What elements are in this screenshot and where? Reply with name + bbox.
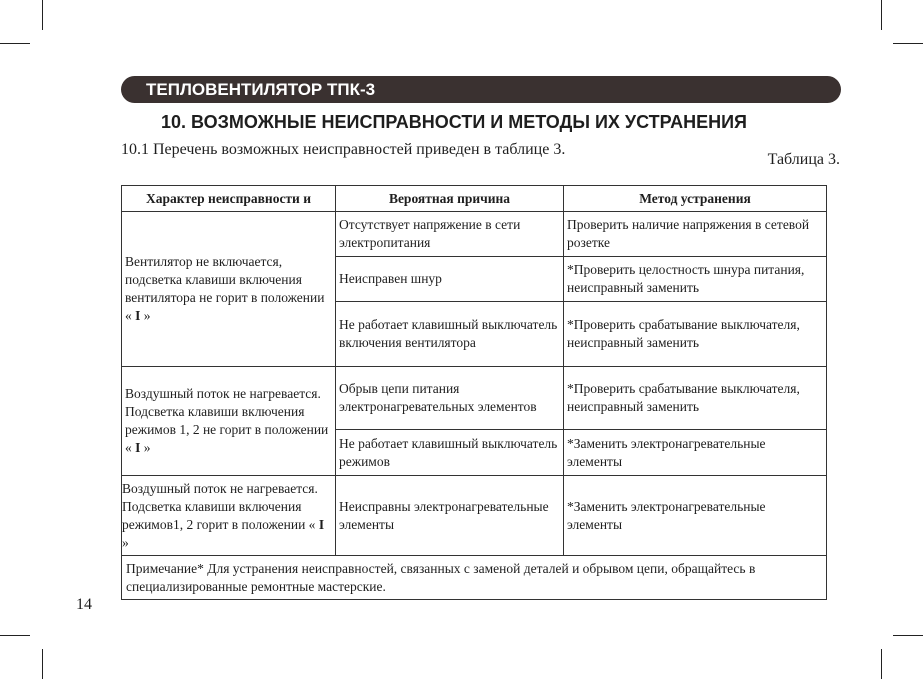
crop-mark <box>42 649 43 679</box>
crop-mark <box>42 0 43 30</box>
crop-mark <box>893 43 923 44</box>
symptom-mark: I <box>135 308 141 323</box>
symptom-end: » <box>122 534 129 550</box>
crop-mark <box>893 635 923 636</box>
page-number: 14 <box>76 596 92 613</box>
cause-cell: Не работает клавишный выключатель режимов <box>336 430 564 476</box>
intro-text: 10.1 Перечень возможных неисправностей приведен в таблице 3. <box>121 141 566 158</box>
symptom-text: Вентилятор не включается, подсветка клавиши включения вентилятора не горит в положении « <box>125 254 325 323</box>
method-cell: *Заменить электронагревательные элементы <box>564 476 827 556</box>
symptom-text: Воздушный поток не нагревается. Подсветка клавиши включения режимов 1, 2 не горит в положении « <box>125 386 329 455</box>
symptom-end: » <box>143 440 151 455</box>
header-banner: ТЕПЛОВЕНТИЛЯТОР ТПК-3 <box>121 76 841 103</box>
symptom-cell <box>122 476 336 556</box>
crop-mark <box>0 43 30 44</box>
table-header-row <box>122 186 827 212</box>
crop-mark <box>881 0 882 30</box>
crop-mark <box>881 649 882 679</box>
symptom-mark: I <box>318 516 325 532</box>
method-cell: *Проверить срабатывание выключателя, неисправный заменить <box>564 367 827 430</box>
table-note: Примечание* Для устранения неисправностей, связанных с заменой деталей и обрывом цепи, обращайтесь в специализированные ремонтные мастерские. <box>122 556 827 600</box>
symptom-text: Воздушный поток не нагревается. Подсветка клавиши включения режимов1, 2 горит в положении « <box>122 480 318 532</box>
table-row <box>122 367 827 430</box>
method-cell: *Проверить срабатываниe выключателя, неисправный заменить <box>564 302 827 367</box>
cause-cell: Неисправны электронагревательные элементы <box>336 476 564 556</box>
cause-cell: Обрыв цепи питания электронагревательных элементов <box>336 367 564 430</box>
symptom-cell <box>122 367 336 476</box>
cause-cell: Неисправен шнур <box>336 257 564 302</box>
table-note-row <box>122 556 827 600</box>
symptom-cell <box>122 212 336 367</box>
cause-cell: Отсутствует напряжение в сети электропитания <box>336 212 564 257</box>
table-label: Таблица 3. <box>767 151 840 168</box>
crop-mark <box>0 635 30 636</box>
symptom-mark: I <box>135 440 141 455</box>
method-cell: *Заменить электронагревательные элементы <box>564 430 827 476</box>
table-row <box>122 476 827 556</box>
column-header: Характер неисправности и <box>122 186 336 212</box>
table-row <box>122 212 827 257</box>
cause-cell: Не работает клавишный выключатель включения вентилятора <box>336 302 564 367</box>
column-header: Вероятная причина <box>336 186 564 212</box>
troubleshooting-table <box>121 185 827 600</box>
method-cell: *Проверить целостность шнура питания, неисправный заменить <box>564 257 827 302</box>
column-header: Метод устранения <box>564 186 827 212</box>
section-title: 10. ВОЗМОЖНЫЕ НЕИСПРАВНОСТИ И МЕТОДЫ ИХ УСТРАНЕНИЯ <box>161 112 747 132</box>
symptom-end: » <box>143 308 151 323</box>
method-cell: Проверить наличие напряжения в сетевой розетке <box>564 212 827 257</box>
